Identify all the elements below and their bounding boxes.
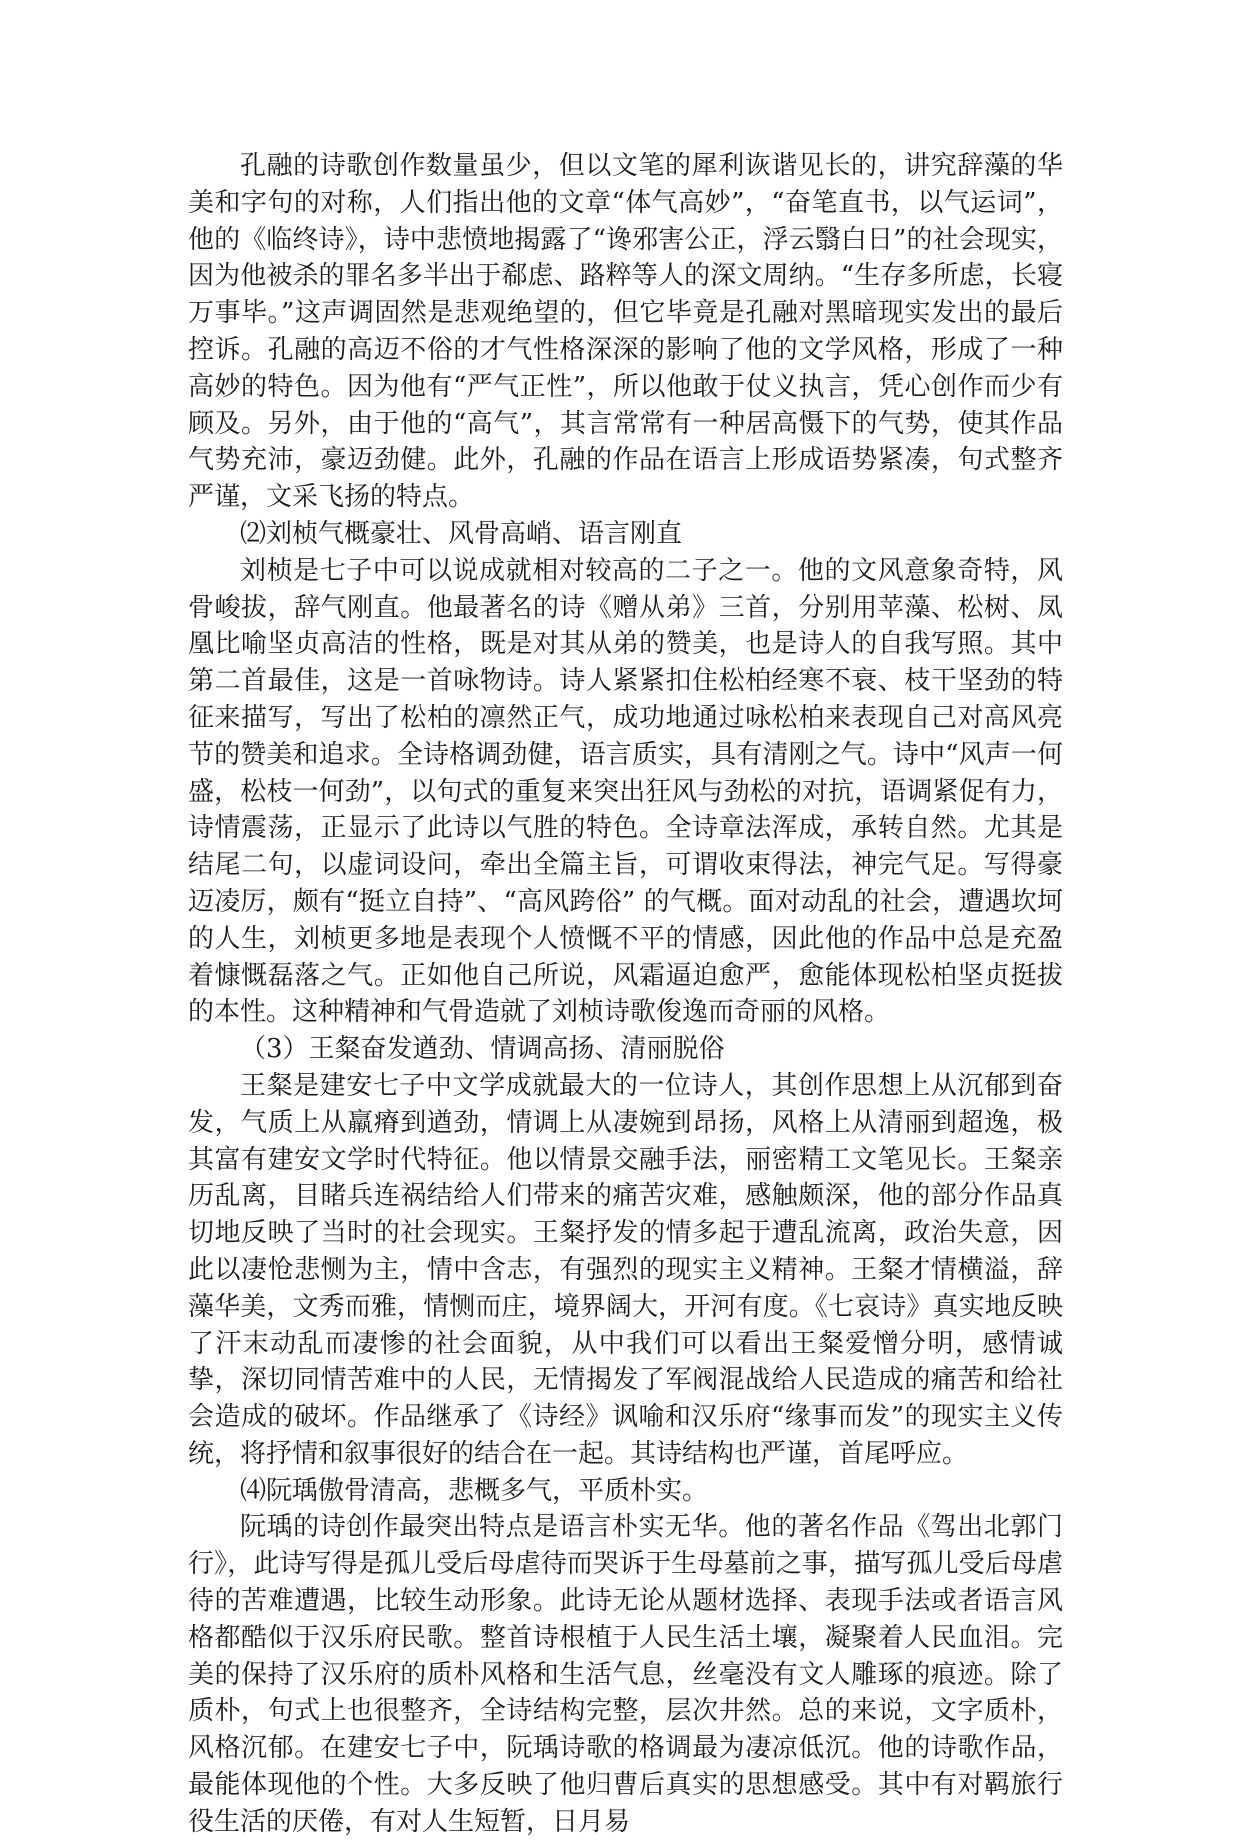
- section-heading-liuzhen: ⑵刘桢气概豪壮、风骨高峭、语言刚直: [240, 518, 683, 549]
- paragraph-liuzhen: 刘桢是七子中可以说成就相对较高的二子之一。他的文风意象奇特，风骨峻拔，辞气刚直。他最著名的诗《赠从弟》三首，分别用苹藻、松树、凤凰比喻坚贞高洁的性格，既是对其从弟的赞美，也是诗人的自我写照。其中第二首最佳，这是一首咏物诗。诗人紧紧扣住松柏经寒不衰、枝干坚劲的特征来描写，写出了松柏的凛然正气，成功地通过咏松柏来表现自己对高风亮节的赞美和追求。全诗格调劲健，语言质实，具有清刚之气。诗中“风声一何盛，松枝一何劲”，以句式的重复来突出狂风与劲松的对抗，语调紧促有力，诗情震荡，正显示了此诗以气胜的特色。全诗章法浑成，承转自然。尤其是结尾二句，以虚词设问，牵出全篇主旨，可谓收束得法，神完气足。写得豪迈凌厉，颇有“挺立自持”、“高风跨俗” 的气概。面对动乱的社会，遭遇坎坷的人生，刘桢更多地是表现个人愤慨不平的情感，因此他的作品中总是充盈着慷慨磊落之气。正如他自己所说，风霜逼迫愈严，愈能体现松柏坚贞挺拔的本性。这种精神和气骨造就了刘桢诗歌俊逸而奇丽的风格。: [188, 555, 1063, 1028]
- paragraph-kongrong: 孔融的诗歌创作数量虽少，但以文笔的犀利诙谐见长的，讲究辞藻的华美和字句的对称，人们指出他的文章“体气高妙”，“奋笔直书，以气运词”，他的《临终诗》，诗中悲愤地揭露了“谗邪害公正，浮云翳白日”的社会现实，因为他被杀的罪名多半出于郗虑、路粹等人的深文周纳。“生存多所虑，长寝万事毕。”这声调固然是悲观绝望的，但它毕竟是孔融对黑暗现实发出的最后控诉。孔融的高迈不俗的才气性格深深的影响了他的文学风格，形成了一种高妙的特色。因为他有“严气正性”，所以他敢于仗义执言，凭心创作而少有顾及。另外，由于他的“高气”，其言常常有一种居高慑下的气势，使其作品气势充沛，豪迈劲健。此外，孔融的作品在语言上形成语势紧凑，句式整齐严谨，文采飞扬的特点。: [188, 151, 1063, 513]
- document-page: [188, 148, 1063, 1841]
- paragraph-ruanyu: 阮瑀的诗创作最突出特点是语言朴实无华。他的著名作品《驾出北郭门行》，此诗写得是孤儿受后母虐待而哭诉于生母墓前之事，描写孤儿受后母虐待的苦难遭遇，比较生动形象。此诗无论从题材选择、表现手法或者语言风格都酷似于汉乐府民歌。整首诗根植于人民生活土壤，凝聚着人民血泪。完美的保持了汉乐府的质朴风格和生活气息，丝毫没有文人雕琢的痕迹。除了质朴，句式上也很整齐，全诗结构完整，层次井然。总的来说，文字质朴，风格沉郁。在建安七子中，阮瑀诗歌的格调最为凄凉低沉。他的诗歌作品，最能体现他的个性。大多反映了他归曹后真实的思想感受。其中有对羁旅行役生活的厌倦，有对人生短暂，日月易: [188, 1512, 1063, 1837]
- section-heading-ruanyu: ⑷阮瑀傲骨清高，悲概多气，平质朴实。: [240, 1475, 709, 1506]
- paragraph-wangcan: 王粲是建安七子中文学成就最大的一位诗人，其创作思想上从沉郁到奋发，气质上从羸瘠到遒劲，情调上从凄婉到昂扬，风格上从清丽到超逸，极其富有建安文学时代特征。他以情景交融手法，丽密精工文笔见长。王粲亲历乱离，目睹兵连祸结给人们带来的痛苦灾难，感触颇深，他的部分作品真切地反映了当时的社会现实。王粲抒发的情多起于遭乱流离，政治失意，因此以凄怆悲恻为主，情中含志，有强烈的现实主义精神。王粲才情横溢，辞藻华美，文秀而雅，情恻而庄，境界阔大，开河有度。《七哀诗》真实地反映了汗末动乱而凄惨的社会面貌，从中我们可以看出王粲爱憎分明，感情诚挚，深切同情苦难中的人民，无情揭发了军阀混战给人民造成的痛苦和给社会造成的破坏。作品继承了《诗经》讽喻和汉乐府“缘事而发”的现实主义传统，将抒情和叙事很好的结合在一起。其诗结构也严谨，首尾呼应。: [188, 1070, 1063, 1469]
- section-heading-wangcan: （3）王粲奋发遒劲、情调高扬、清丽脱俗: [240, 1034, 725, 1065]
